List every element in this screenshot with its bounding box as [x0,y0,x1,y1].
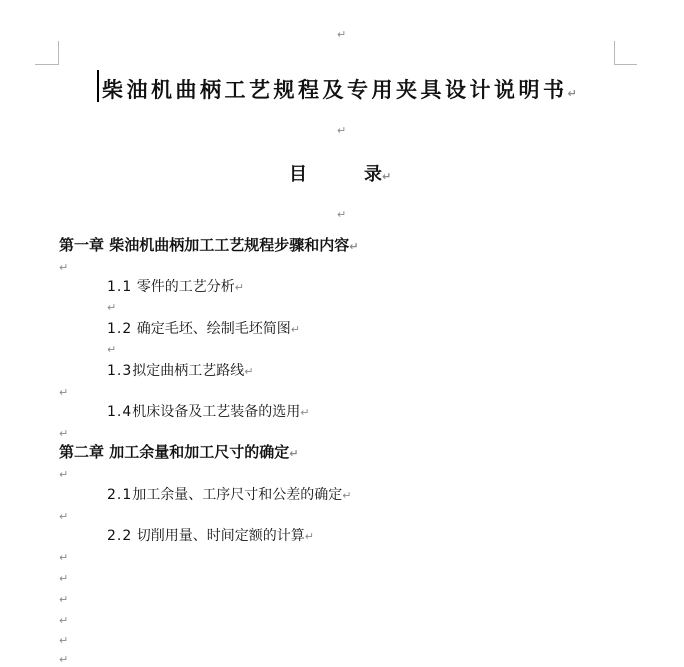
toc-section-number: 2.1 [107,487,133,503]
paragraph-mark: ↵ [107,301,117,314]
paragraph-mark: ↵ [59,614,69,627]
paragraph-mark: ↵ [59,468,69,481]
paragraph-mark: ↵ [59,653,69,666]
toc-heading-part2: 录↵ [364,164,392,185]
paragraph-mark: ↵ [59,593,69,606]
paragraph-mark: ↵ [59,551,69,564]
toc-section-number: 1.4 [107,404,133,420]
toc-section-number: 2.2 [107,528,133,544]
toc-section-2-1[interactable]: 2.1加工余量、工序尺寸和公差的确定↵ [107,487,352,503]
toc-section-1-2[interactable]: 1.2 确定毛坯、绘制毛坯简图↵ [107,321,300,337]
paragraph-mark: ↵ [337,208,347,221]
paragraph-mark: ↵ [337,28,347,41]
toc-section-1-1[interactable]: 1.1 零件的工艺分析↵ [107,279,244,295]
toc-chapter-2[interactable]: 第二章 加工余量和加工尺寸的确定↵ [59,443,299,461]
toc-section-2-2[interactable]: 2.2 切削用量、时间定额的计算↵ [107,528,314,544]
toc-section-text: 切削用量、时间定额的计算 [132,528,305,544]
toc-section-text: 机床设备及工艺装备的选用 [132,404,301,420]
paragraph-mark: ↵ [567,87,581,100]
toc-section-1-3[interactable]: 1.3拟定曲柄工艺路线↵ [107,363,254,379]
paragraph-mark: ↵ [59,572,69,585]
toc-chapter-1[interactable]: 第一章 柴油机曲柄加工工艺规程步骤和内容↵ [59,236,359,254]
paragraph-mark: ↵ [337,124,347,137]
paragraph-mark: ↵ [59,510,69,523]
toc-section-number: 1.1 [107,279,133,295]
toc-section-text: 拟定曲柄工艺路线 [132,363,245,379]
toc-section-text: 零件的工艺分析 [132,279,235,295]
document-title[interactable] [102,74,580,104]
text-cursor [97,70,99,102]
margin-corner-top-left [35,41,59,65]
toc-chapter-2-title: 第二章 加工余量和加工尺寸的确定 [59,443,290,461]
paragraph-mark: ↵ [59,386,69,399]
toc-section-1-4[interactable]: 1.4机床设备及工艺装备的选用↵ [107,404,310,420]
paragraph-mark: ↵ [59,427,69,440]
toc-section-number: 1.2 [107,321,133,337]
document-title-text: 柴油机曲柄工艺规程及专用夹具设计说明书 [102,77,568,102]
toc-section-text: 加工余量、工序尺寸和公差的确定 [132,487,343,503]
toc-section-number: 1.3 [107,363,133,379]
toc-heading-part1: 目 [289,164,307,185]
paragraph-mark: ↵ [107,343,117,356]
paragraph-mark: ↵ [59,634,69,647]
margin-corner-top-right [614,41,637,65]
paragraph-mark: ↵ [59,261,69,274]
toc-section-text: 确定毛坯、绘制毛坯简图 [132,321,291,337]
toc-chapter-1-title: 第一章 柴油机曲柄加工工艺规程步骤和内容 [59,236,350,254]
